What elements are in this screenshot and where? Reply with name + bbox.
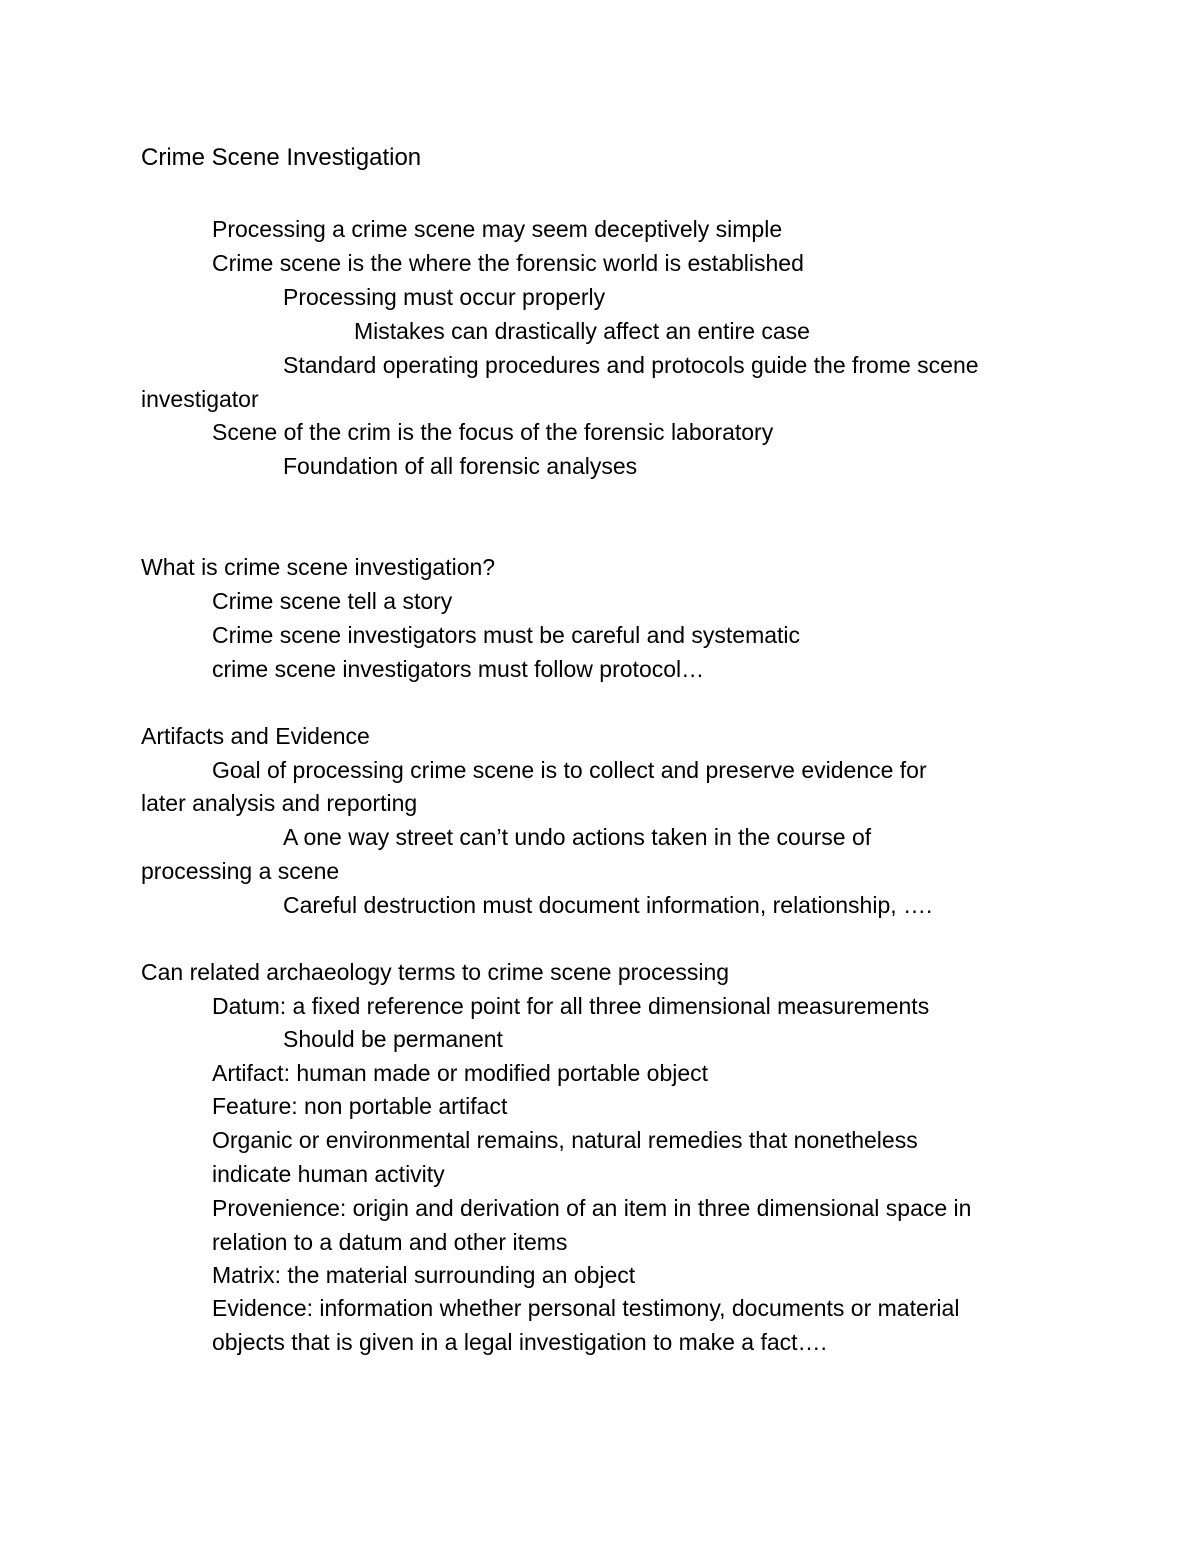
outline-line: Should be permanent [283, 1026, 503, 1052]
outline-line: Evidence: information whether personal testimony, documents or material [212, 1295, 960, 1321]
outline-line: A one way street can’t undo actions taken in the course of [283, 824, 872, 850]
outline-line: Feature: non portable artifact [212, 1093, 508, 1119]
section-heading: Can related archaeology terms to crime scene processing [141, 959, 730, 985]
outline-line: Artifact: human made or modified portable object [212, 1060, 709, 1086]
outline-line: Crime scene tell a story [212, 588, 453, 614]
outline-line-wrap: objects that is given in a legal investigation to make a fact…. [212, 1329, 827, 1355]
section-heading: Artifacts and Evidence [141, 723, 370, 749]
outline-line: Datum: a fixed reference point for all three dimensional measurements [212, 993, 930, 1019]
outline-line: Processing a crime scene may seem deceptively simple [212, 216, 783, 242]
outline-line-wrap: investigator [141, 386, 259, 412]
outline-line: crime scene investigators must follow protocol… [212, 656, 705, 682]
outline-line: Scene of the crim is the focus of the forensic laboratory [212, 419, 774, 445]
outline-line: Goal of processing crime scene is to collect and preserve evidence for [212, 757, 927, 783]
outline-line: Organic or environmental remains, natural remedies that nonetheless [212, 1127, 918, 1153]
outline-line-wrap: relation to a datum and other items [212, 1229, 568, 1255]
outline-line: Standard operating procedures and protocols guide the frome scene [283, 352, 979, 378]
outline-line: Careful destruction must document information, relationship, …. [283, 892, 933, 918]
outline-line-wrap: processing a scene [141, 858, 340, 884]
outline-line: Crime scene is the where the forensic world is established [212, 250, 804, 276]
outline-line: Processing must occur properly [283, 284, 606, 310]
outline-line: Crime scene investigators must be careful and systematic [212, 622, 801, 648]
document-title: Crime Scene Investigation [141, 144, 422, 171]
section-heading: What is crime scene investigation? [141, 554, 496, 580]
outline-line: Foundation of all forensic analyses [283, 453, 638, 479]
outline-line: Matrix: the material surrounding an object [212, 1262, 636, 1288]
outline-line: Mistakes can drastically affect an entire case [354, 318, 810, 344]
outline-line-wrap: later analysis and reporting [141, 790, 418, 816]
outline-line: Provenience: origin and derivation of an item in three dimensional space in [212, 1195, 972, 1221]
outline-line-wrap: indicate human activity [212, 1161, 445, 1187]
